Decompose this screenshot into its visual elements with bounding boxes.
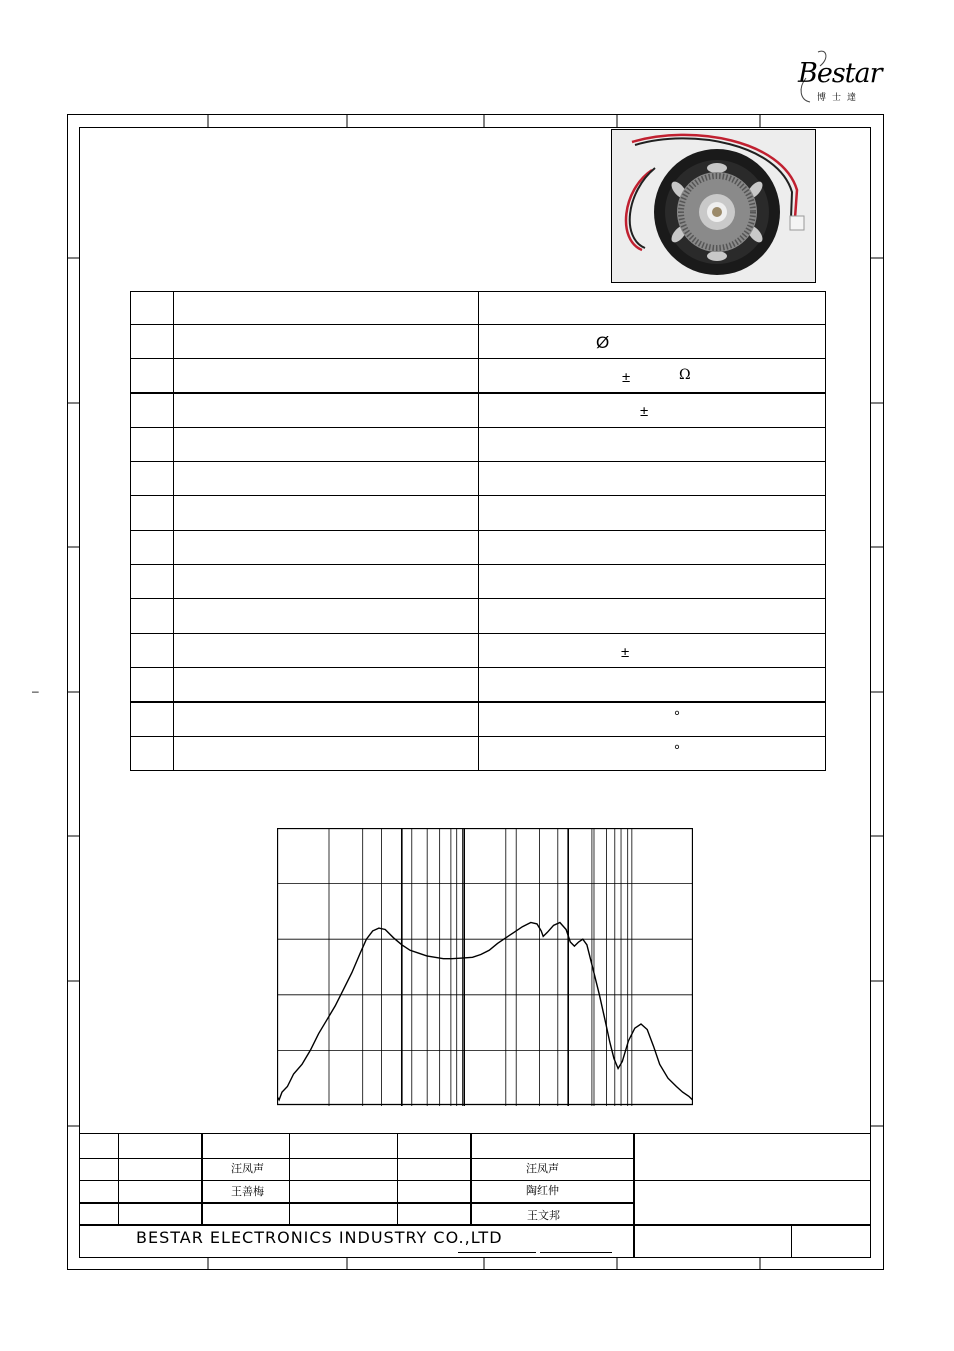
block-line	[79, 1224, 871, 1226]
table-row-line	[130, 701, 826, 703]
block-line	[79, 1202, 634, 1204]
reviewed-by-name: 陶红仲	[526, 1184, 559, 1197]
block-col	[470, 1133, 472, 1225]
underline	[540, 1252, 612, 1253]
plus-minus-symbol: ±	[640, 403, 649, 420]
speaker-photo	[611, 129, 816, 283]
degree-symbol: °	[674, 742, 680, 759]
block-col	[118, 1133, 119, 1225]
frequency-response-chart	[277, 828, 693, 1106]
table-row-line	[130, 564, 826, 565]
table-row-line	[130, 598, 826, 599]
table-row-line	[130, 530, 826, 531]
margin-mark: –	[32, 684, 39, 698]
speaker-illustration-icon	[612, 130, 816, 283]
diameter-symbol: Ø	[596, 333, 610, 352]
plus-minus-symbol: ±	[622, 369, 631, 386]
designed-by-name: 汪凤声	[526, 1162, 559, 1175]
logo-wordmark: Bestar	[798, 58, 882, 89]
degree-symbol: °	[674, 708, 680, 725]
checked-by-name: 王善梅	[231, 1185, 264, 1198]
table-row-line	[130, 324, 826, 325]
chart-plot-area	[278, 829, 693, 1105]
table-row-line	[130, 736, 826, 737]
table-row-line	[130, 392, 826, 394]
table-row-line	[130, 358, 826, 359]
block-line	[79, 1180, 871, 1181]
table-row-line	[130, 633, 826, 634]
logo-chinese: 博士達	[817, 93, 863, 103]
block-line	[79, 1158, 634, 1159]
table-row-line	[130, 427, 826, 428]
table-row-line	[130, 667, 826, 668]
ohm-symbol: Ω	[679, 367, 691, 383]
block-col	[633, 1133, 635, 1258]
underline	[458, 1252, 536, 1253]
approved-by-name: 王文邦	[527, 1209, 560, 1222]
table-row-line	[130, 495, 826, 496]
plus-minus-symbol: ±	[621, 644, 630, 661]
company-name: BESTAR ELECTRONICS INDUSTRY CO.,LTD	[136, 1228, 503, 1247]
block-col	[791, 1224, 792, 1258]
table-row-line	[130, 461, 826, 462]
block-col	[397, 1133, 398, 1225]
block-col	[289, 1133, 290, 1225]
table-col-divider	[478, 291, 479, 771]
block-line	[79, 1133, 871, 1134]
block-col	[201, 1133, 203, 1225]
drawn-by-name: 汪凤声	[231, 1162, 264, 1175]
table-col-divider	[173, 291, 174, 771]
